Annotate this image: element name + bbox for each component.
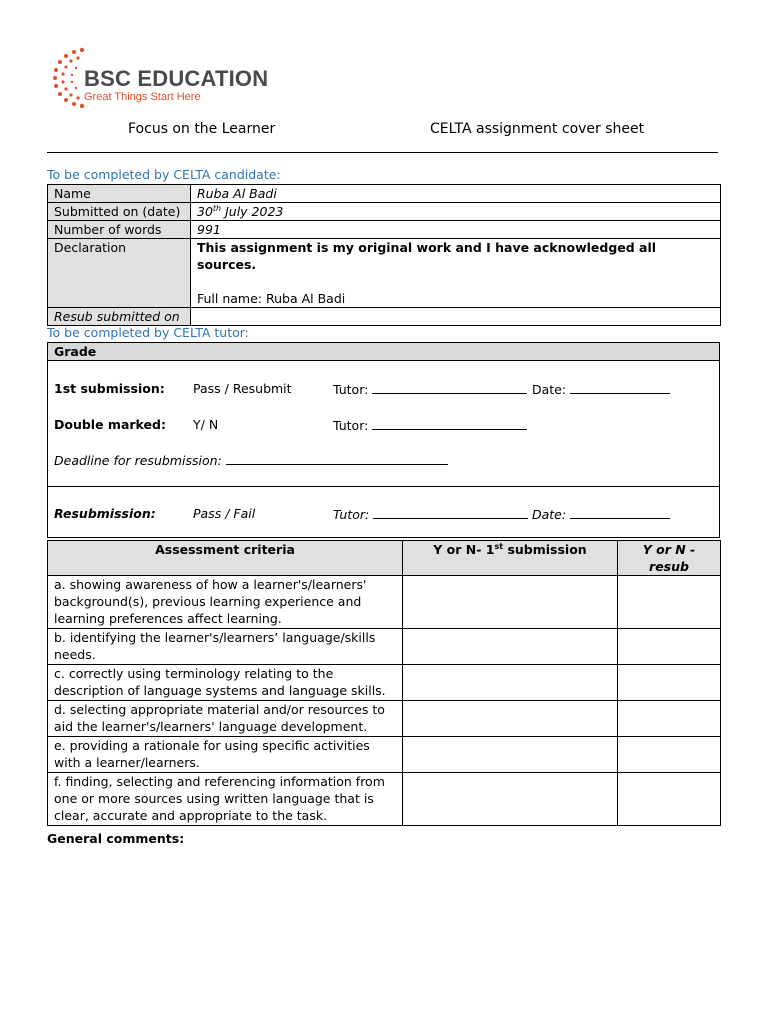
name-label: Name	[48, 185, 191, 203]
name-value[interactable]: Ruba Al Badi	[191, 185, 721, 203]
logo-tagline: Great Things Start Here	[84, 91, 201, 103]
criterion-e-first[interactable]	[403, 737, 618, 773]
criteria-table	[47, 540, 721, 826]
deadline-resubmission[interactable]	[54, 452, 448, 468]
declaration-full-name: Full name: Ruba Al Badi	[197, 291, 346, 306]
declaration-cell	[191, 239, 721, 308]
submitted-value[interactable]	[191, 203, 721, 221]
candidate-section-label: To be completed by CELTA candidate:	[47, 167, 281, 182]
module-title: Focus on the Learner	[128, 121, 276, 137]
candidate-table	[47, 184, 721, 326]
submitted-label: Submitted on (date)	[48, 203, 191, 221]
deadline-label: Deadline for resubmission:	[54, 453, 222, 468]
submitted-rest: July 2023	[221, 204, 284, 219]
criterion-a-first[interactable]	[403, 576, 618, 629]
first-submission-tutor[interactable]	[333, 381, 527, 397]
h2-sup: st	[494, 541, 504, 551]
first-submission-label: 1st submission:	[54, 381, 165, 396]
grade-title: Grade	[48, 343, 719, 361]
tutor-label-2: Tutor:	[333, 418, 369, 433]
h2-pre: Y or N- 1	[433, 542, 495, 557]
resubmission-tutor[interactable]	[333, 506, 528, 522]
double-marked-options[interactable]: Y/ N	[193, 417, 219, 432]
date-label-2: Date:	[532, 507, 567, 522]
criterion-a: a. showing awareness of how a learner's/learners' background(s), previous learning experience and learning preferences affect learning.	[48, 576, 403, 629]
criterion-a-resub[interactable]	[618, 576, 721, 629]
criterion-b: b. identifying the learner's/learners’ language/skills needs.	[48, 629, 403, 665]
general-comments-label: General comments:	[47, 831, 185, 846]
criterion-f: f. finding, selecting and referencing information from one or more sources using written language that is clear, accurate and appropriate to the task.	[48, 773, 403, 826]
grade-divider	[48, 486, 719, 487]
words-label: Number of words	[48, 221, 191, 239]
first-submission-options[interactable]: Pass / Resubmit	[193, 381, 292, 396]
grade-box	[47, 342, 720, 538]
declaration-label: Declaration	[48, 239, 191, 308]
criterion-c-first[interactable]	[403, 665, 618, 701]
bsc-logo	[52, 46, 292, 116]
criterion-d-first[interactable]	[403, 701, 618, 737]
double-marked-label: Double marked:	[54, 417, 166, 432]
criterion-e-resub[interactable]	[618, 737, 721, 773]
resubmission-label: Resubmission:	[54, 506, 156, 521]
criterion-f-resub[interactable]	[618, 773, 721, 826]
criterion-c-resub[interactable]	[618, 665, 721, 701]
h2-post: submission	[503, 542, 587, 557]
resub-submitted-value[interactable]	[191, 308, 721, 326]
resubmission-date[interactable]	[532, 506, 670, 522]
resub-header: Y or N -resub	[618, 541, 721, 576]
criterion-c: c. correctly using terminology relating to the description of language systems and language skills.	[48, 665, 403, 701]
submitted-day: 30	[197, 204, 213, 219]
resubmission-options[interactable]: Pass / Fail	[193, 506, 256, 521]
words-value[interactable]: 991	[191, 221, 721, 239]
criteria-header: Assessment criteria	[48, 541, 403, 576]
double-marked-tutor[interactable]	[333, 417, 527, 433]
resub-submitted-label: Resub submitted on	[48, 308, 191, 326]
header-divider	[47, 152, 718, 153]
tutor-label-3: Tutor:	[333, 507, 370, 522]
first-submission-header	[403, 541, 618, 576]
submitted-sup: th	[212, 203, 222, 213]
criterion-b-resub[interactable]	[618, 629, 721, 665]
tutor-section-label: To be completed by CELTA tutor:	[47, 325, 249, 340]
criterion-e: e. providing a rationale for using specific activities with a learner/learners.	[48, 737, 403, 773]
criterion-d-resub[interactable]	[618, 701, 721, 737]
criterion-b-first[interactable]	[403, 629, 618, 665]
criterion-f-first[interactable]	[403, 773, 618, 826]
criterion-d: d. selecting appropriate material and/or resources to aid the learner's/learners' language development.	[48, 701, 403, 737]
tutor-label: Tutor:	[333, 382, 369, 397]
date-label: Date:	[532, 382, 567, 397]
logo-name: BSC EDUCATION	[84, 66, 269, 91]
sheet-title: CELTA assignment cover sheet	[430, 121, 645, 137]
first-submission-date[interactable]	[532, 381, 670, 397]
declaration-text: This assignment is my original work and I have acknowledged all sources.	[197, 240, 657, 272]
